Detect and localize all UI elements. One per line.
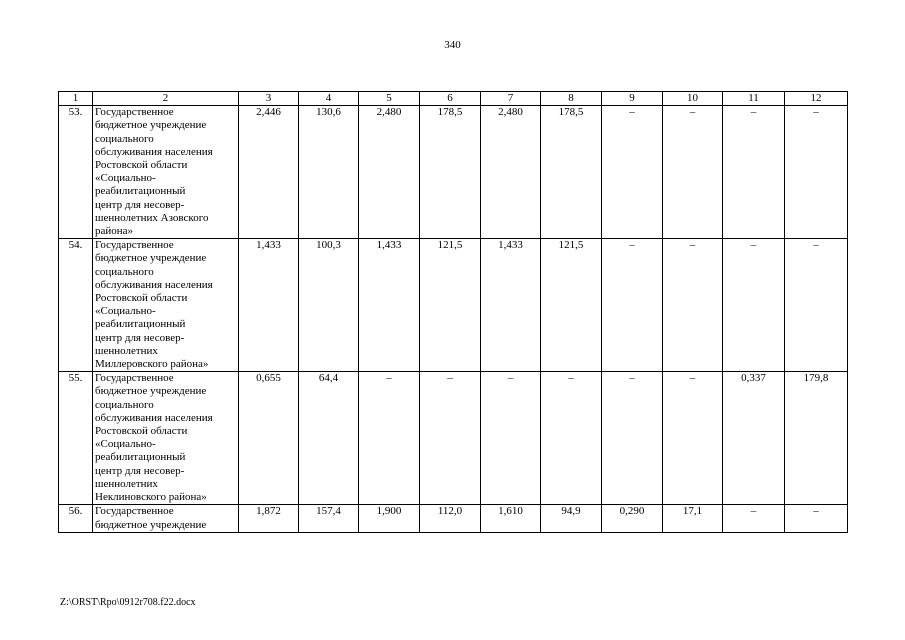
table-cell: –	[663, 106, 723, 239]
column-header: 6	[420, 92, 481, 106]
table-cell: –	[723, 239, 785, 372]
column-header: 2	[93, 92, 239, 106]
table-header-row	[59, 92, 848, 106]
table-cell: –	[785, 106, 848, 239]
table-cell: 130,6	[299, 106, 359, 239]
table-cell: –	[359, 372, 420, 505]
file-path-footer: Z:\ORST\Rpo\0912r708.f22.docx	[60, 597, 196, 608]
table-cell: 100,3	[299, 239, 359, 372]
row-index: 55.	[59, 372, 93, 505]
table-cell: 0,655	[239, 372, 299, 505]
table-cell: 121,5	[420, 239, 481, 372]
table-cell: –	[602, 239, 663, 372]
table-cell: 1,610	[481, 505, 541, 532]
table-cell: 0,290	[602, 505, 663, 532]
column-header: 10	[663, 92, 723, 106]
table-cell: 2,480	[359, 106, 420, 239]
table-cell: –	[420, 372, 481, 505]
page-number: 340	[444, 39, 461, 51]
table-cell: –	[663, 372, 723, 505]
row-index: 54.	[59, 239, 93, 372]
institution-name: Государственное бюджетное учреждение социального обслуживания населения Ростовской области «Социально- реабилитационный центр для несовер- шеннолетних Азовского района»	[93, 106, 239, 239]
table-cell: 1,433	[239, 239, 299, 372]
table-cell: 121,5	[541, 239, 602, 372]
data-table	[58, 91, 848, 533]
table-cell: 0,337	[723, 372, 785, 505]
column-header: 5	[359, 92, 420, 106]
row-index: 53.	[59, 106, 93, 239]
table-row	[59, 372, 848, 505]
table-cell: 2,446	[239, 106, 299, 239]
table-cell: –	[723, 106, 785, 239]
table-cell: 1,872	[239, 505, 299, 532]
table-row	[59, 505, 848, 532]
table-cell: –	[541, 372, 602, 505]
column-header: 8	[541, 92, 602, 106]
table-cell: 94,9	[541, 505, 602, 532]
table-cell: 64,4	[299, 372, 359, 505]
institution-name: Государственное бюджетное учреждение социального обслуживания населения Ростовской области «Социально- реабилитационный центр для несовер- шеннолетних Миллеровского района»	[93, 239, 239, 372]
column-header: 3	[239, 92, 299, 106]
table-cell: –	[602, 372, 663, 505]
table-cell: 1,433	[359, 239, 420, 372]
table-cell: 17,1	[663, 505, 723, 532]
table-cell: –	[785, 239, 848, 372]
table-cell: –	[785, 505, 848, 532]
table-cell: 157,4	[299, 505, 359, 532]
column-header: 7	[481, 92, 541, 106]
table-cell: 1,900	[359, 505, 420, 532]
column-header: 11	[723, 92, 785, 106]
column-header: 12	[785, 92, 848, 106]
table-cell: –	[723, 505, 785, 532]
table-row	[59, 239, 848, 372]
table-cell: 178,5	[420, 106, 481, 239]
table-cell: 1,433	[481, 239, 541, 372]
row-index: 56.	[59, 505, 93, 532]
column-header: 1	[59, 92, 93, 106]
table-cell: –	[481, 372, 541, 505]
table-cell: 179,8	[785, 372, 848, 505]
table-row	[59, 106, 848, 239]
table-cell: 178,5	[541, 106, 602, 239]
table-cell: 112,0	[420, 505, 481, 532]
column-header: 9	[602, 92, 663, 106]
institution-name: Государственное бюджетное учреждение социального обслуживания населения Ростовской области «Социально- реабилитационный центр для несовер- шеннолетних Неклиновского района»	[93, 372, 239, 505]
institution-name: Государственное бюджетное учреждение	[93, 505, 239, 532]
table-cell: –	[663, 239, 723, 372]
table-cell: 2,480	[481, 106, 541, 239]
table-cell: –	[602, 106, 663, 239]
column-header: 4	[299, 92, 359, 106]
